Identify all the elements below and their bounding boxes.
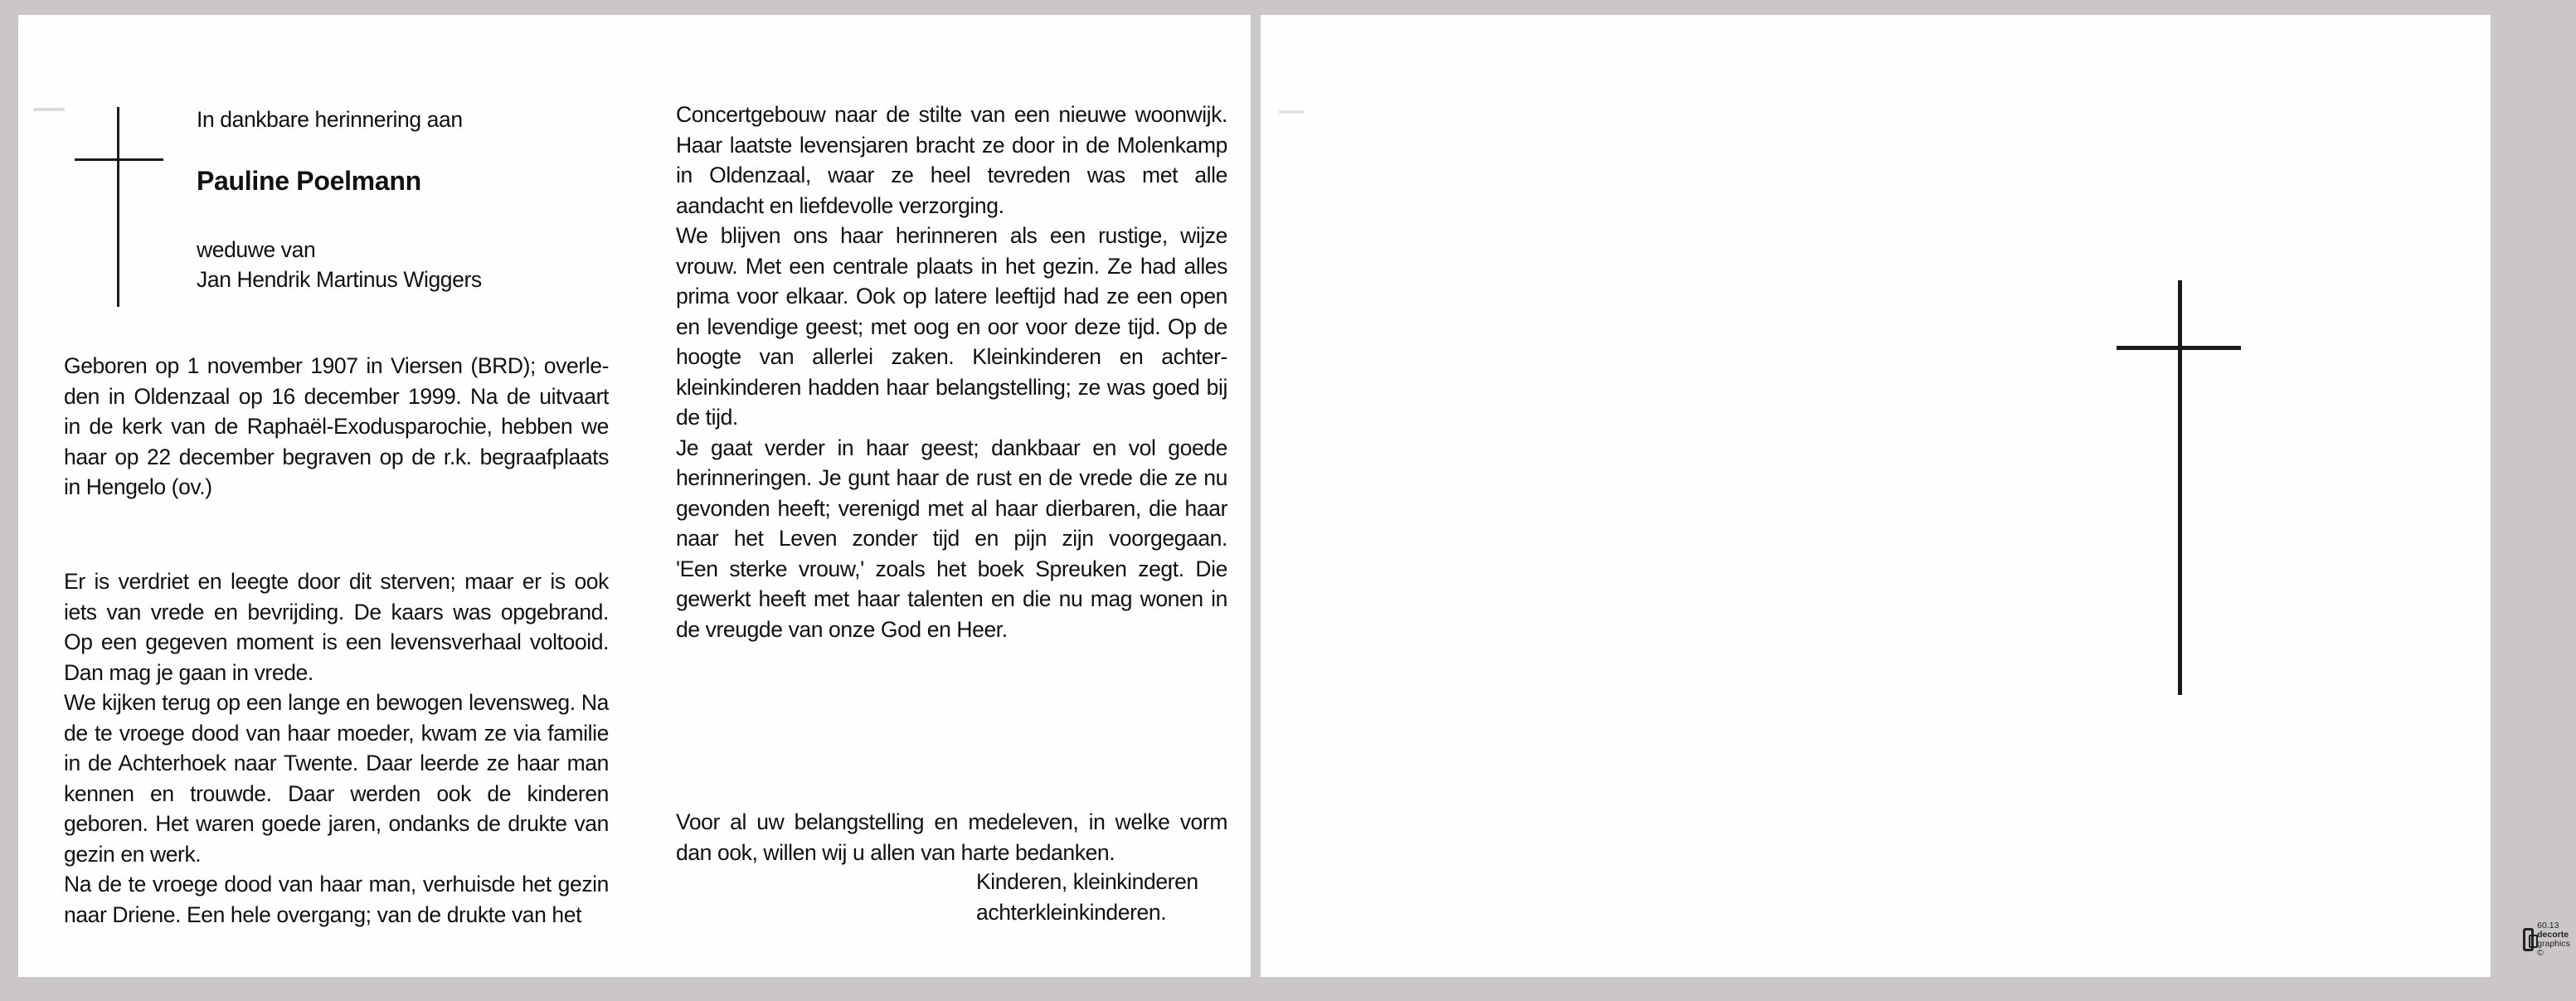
signature-line: Kinderen, kleinkinderen: [976, 869, 1198, 894]
text-line: in de Achterhoek naar Twente. Daar leerde ze haar man: [64, 751, 609, 775]
text-line: kleinkinderen hadden haar belangstelling; ze was goed bij: [676, 374, 1227, 400]
text-line: aandacht en liefdevolle verzorging.: [676, 192, 1004, 218]
text-line: We kijken terug op een lange en bewogen levensweg. Na: [64, 690, 609, 715]
life-story-continued: [676, 100, 1227, 644]
widow-line: weduwe van: [197, 237, 316, 262]
text-line: gevonden heeft; verenigd met al haar dierbaren, die haar: [676, 495, 1227, 521]
text-line: den in Oldenzaal op 16 december 1999. Na de uitvaart: [64, 383, 609, 409]
text-line: Na de te vroege dood van haar man, verhuisde het gezin: [64, 872, 609, 897]
text-line: naar Driene. Een hele overgang; van de drukte van het: [64, 901, 582, 927]
printer-logo-icon: [2523, 928, 2534, 951]
text-line: gewerkt heeft met haar talenten en die nu mag wonen in: [676, 586, 1227, 611]
intro-text: In dankbare herinnering aan: [197, 107, 463, 132]
widow-of: [197, 235, 482, 294]
signature: [976, 867, 1198, 928]
text-line: Op een gegeven moment is een levensverhaal voltooid.: [64, 629, 609, 654]
life-story-paragraph: [64, 566, 609, 930]
memorial-card-front: [1261, 15, 2570, 977]
text-line: in Hengelo (ov.): [64, 474, 212, 499]
text-line: Voor al uw belangstelling en medeleven, in welke vorm: [676, 809, 1227, 834]
text-line: geboren. Het waren goede jaren, ondanks de drukte van: [64, 811, 609, 836]
spouse-name: Jan Hendrik Martinus Wiggers: [197, 267, 482, 292]
text-line: in Oldenzaal, waar ze heel tevreden was met alle: [676, 163, 1227, 187]
text-line: iets van vrede en bevrijding. De kaars was opgebrand.: [64, 599, 609, 624]
text-line: vrouw. Met een centrale plaats in het gezin. Ze had alles: [676, 253, 1227, 279]
text-line: in de kerk van de Raphaël-Exodusparochie, hebben we: [64, 414, 609, 439]
text-line: de tijd.: [676, 405, 738, 430]
text-line: Je gaat verder in haar geest; dankbaar en vol goede: [676, 435, 1227, 460]
text-line: 'Een sterke vrouw,' zoals het boek Spreuken zegt. Die: [676, 556, 1227, 581]
text-line: de te vroege dood van haar moeder, kwam ze via familie: [64, 720, 609, 746]
birth-death-paragraph: [64, 351, 609, 503]
memorial-card-inside: [18, 15, 1251, 977]
cross-icon-horizontal: [75, 158, 163, 161]
cross-icon-vertical: [2178, 280, 2182, 695]
text-line: kennen en trouwde. Daar werden ook de kinderen: [64, 780, 609, 806]
text-line: We blijven ons haar herinneren als een rustige, wijze: [676, 223, 1227, 248]
cross-icon-vertical: [117, 107, 119, 307]
text-line: gezin en werk.: [64, 841, 202, 867]
printer-brand: [2523, 921, 2576, 958]
text-line: Dan mag je gaan in vrede.: [64, 659, 313, 685]
thanks-paragraph: [676, 807, 1227, 867]
text-line: naar het Leven zonder tijd en pijn zijn voorgegaan.: [676, 526, 1227, 551]
brand-code: 60.13: [2537, 921, 2559, 931]
scan-dust: [1279, 110, 1304, 114]
text-line: Geboren op 1 november 1907 in Viersen (BRD); overle-: [64, 353, 609, 378]
brand-name: decorte: [2537, 930, 2569, 940]
text-line: Er is verdriet en leegte door dit sterven; maar er is ook: [64, 569, 609, 594]
text-line: hoogte van allerlei zaken. Kleinkinderen en achter-: [676, 344, 1227, 369]
cross-icon-horizontal: [2117, 346, 2241, 350]
text-line: Concertgebouw naar de stilte van een nieuwe woonwijk.: [676, 102, 1227, 127]
text-line: haar op 22 december begraven op de r.k. begraafplaats: [64, 444, 609, 469]
text-line: Haar laatste levensjaren bracht ze door in de Molenkamp: [676, 132, 1227, 158]
text-line: prima voor elkaar. Ook op latere leeftijd had ze een open: [676, 284, 1227, 309]
text-line: en levendige geest; met oog en oor voor deze tijd. Op de: [676, 313, 1227, 339]
text-line: dan ook, willen wij u allen van harte bedanken.: [676, 839, 1115, 865]
deceased-name: Pauline Poelmann: [197, 166, 421, 196]
text-line: herinneringen. Je gunt haar de rust en de vrede die ze nu: [676, 465, 1227, 490]
brand-suffix: graphics ©: [2537, 939, 2570, 958]
scan-dust: [33, 108, 65, 111]
signature-line: achterkleinkinderen.: [976, 900, 1167, 925]
text-line: de vreugde van onze God en Heer.: [676, 616, 1008, 642]
